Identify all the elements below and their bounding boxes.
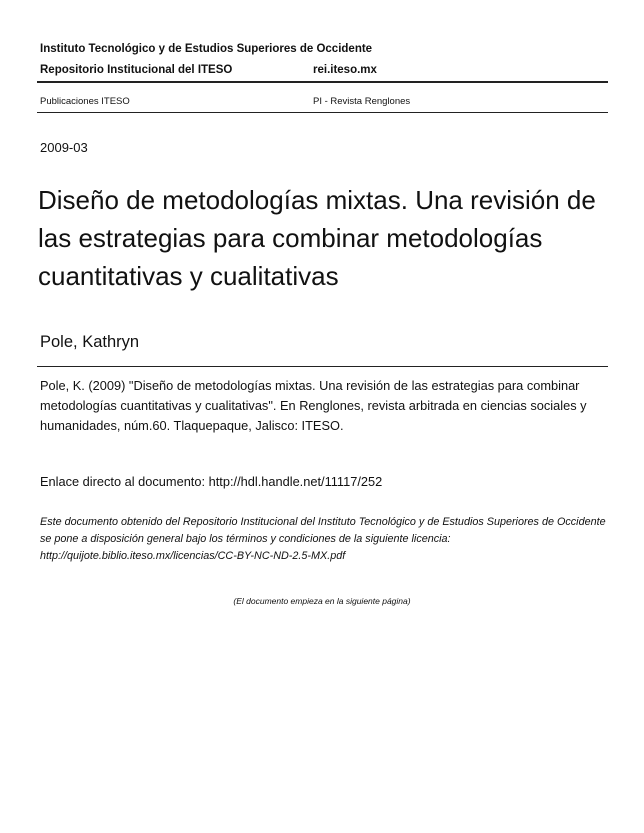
repository-name: Repositorio Institucional del ITESO bbox=[40, 64, 233, 76]
collection-name: Publicaciones ITESO bbox=[40, 96, 130, 107]
document-title: Diseño de metodologías mixtas. Una revisión de las estrategias para combinar metodologías cuantitativas y cualitativas bbox=[38, 185, 596, 291]
header-divider-bottom bbox=[37, 112, 608, 113]
header-divider-top bbox=[37, 81, 608, 83]
institution-name: Instituto Tecnológico y de Estudios Superiores de Occidente bbox=[40, 43, 373, 55]
author-divider bbox=[37, 366, 608, 367]
next-page-note: (El documento empieza en la siguiente página) bbox=[233, 596, 411, 606]
repository-url[interactable]: rei.iteso.mx bbox=[313, 64, 377, 76]
series-name: PI - Revista Renglones bbox=[313, 96, 411, 107]
license-statement: Este documento obtenido del Repositorio Institucional del Instituto Tecnológico y de Estudios Superiores de Occidente se pone a disposición general bajo los términos y condiciones de la siguiente licencia: http://quijote.biblio.iteso.mx/licencias/CC-BY-NC-ND-2.5-MX.pdf bbox=[40, 516, 606, 562]
direct-link-line bbox=[40, 474, 382, 489]
direct-link-label: Enlace directo al documento: bbox=[40, 474, 206, 489]
document-author: Pole, Kathryn bbox=[40, 333, 140, 351]
direct-link-url[interactable]: http://hdl.handle.net/11117/252 bbox=[208, 474, 383, 489]
publication-date: 2009-03 bbox=[40, 140, 88, 155]
citation-text: Pole, K. (2009) "Diseño de metodologías mixtas. Una revisión de las estrategias para combinar metodologías cuantitativas y cualitativas". En Renglones, revista arbitrada en ciencias sociales y humanidades, núm.60. Tlaquepaque, Jalisco: ITESO. bbox=[40, 378, 587, 433]
